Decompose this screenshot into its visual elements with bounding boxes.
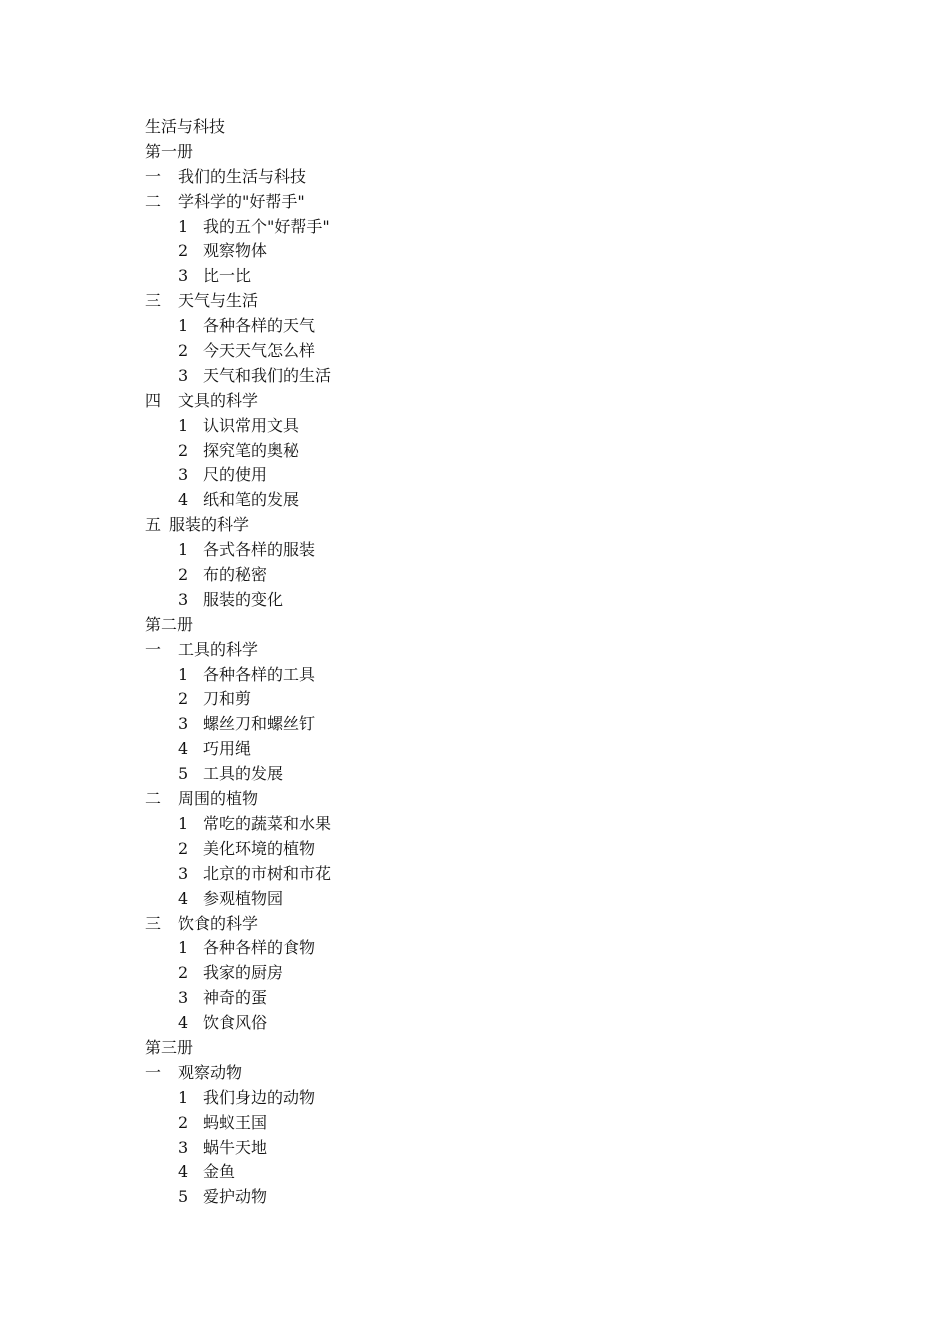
lesson-item [145, 414, 845, 439]
lesson-title: 各式各样的服装 [203, 540, 316, 560]
lesson-item [145, 1136, 845, 1161]
lesson-item [145, 488, 845, 513]
lesson-number: 2 [178, 440, 189, 460]
unit-title: 我们的生活与科技 [178, 166, 307, 186]
lesson-title: 认识常用文具 [203, 415, 300, 435]
lesson-number: 1 [178, 664, 189, 684]
lesson-item [145, 1011, 845, 1036]
volume-heading: 第一册 [145, 141, 194, 161]
lesson-number: 4 [178, 1013, 189, 1033]
lesson-item [145, 712, 845, 737]
lesson-item [145, 862, 845, 887]
lesson-number: 2 [178, 963, 189, 983]
lesson-item [145, 439, 845, 464]
lesson-number: 3 [178, 266, 189, 286]
lesson-number: 1 [178, 540, 189, 560]
lesson-title: 尺的使用 [203, 465, 268, 485]
lesson-number: 5 [178, 764, 189, 784]
lesson-item [145, 339, 845, 364]
lesson-title: 观察物体 [203, 241, 268, 261]
unit-heading [145, 912, 845, 937]
lesson-item [145, 239, 845, 264]
lesson-number: 2 [178, 838, 189, 858]
lesson-item [145, 687, 845, 712]
unit-heading [145, 389, 845, 414]
lesson-number: 4 [178, 888, 189, 908]
lesson-item [145, 463, 845, 488]
lesson-item [145, 812, 845, 837]
unit-title: 工具的科学 [178, 639, 259, 659]
lesson-number: 3 [178, 365, 189, 385]
lesson-number: 4 [178, 739, 189, 759]
lesson-number: 2 [178, 341, 189, 361]
unit-heading [145, 1061, 845, 1086]
unit-number: 三 [145, 913, 162, 933]
lesson-title: 美化环境的植物 [203, 838, 316, 858]
lesson-title: 我们身边的动物 [203, 1087, 316, 1107]
lesson-title: 金鱼 [203, 1162, 236, 1182]
lesson-title: 常吃的蔬菜和水果 [203, 813, 332, 833]
lesson-title: 纸和笔的发展 [203, 490, 300, 510]
unit-title: 文具的科学 [178, 390, 259, 410]
lesson-number: 1 [178, 813, 189, 833]
lesson-title: 参观植物园 [203, 888, 284, 908]
unit-title: 观察动物 [178, 1062, 243, 1082]
lesson-title: 工具的发展 [203, 764, 284, 784]
lesson-number: 1 [178, 216, 189, 236]
lesson-number: 1 [178, 1087, 189, 1107]
lesson-number: 2 [178, 689, 189, 709]
unit-heading [145, 165, 845, 190]
unit-number: 二 [145, 789, 162, 809]
unit-title: 天气与生活 [178, 291, 259, 311]
lesson-number: 3 [178, 1137, 189, 1157]
lesson-number: 2 [178, 1112, 189, 1132]
unit-title: 饮食的科学 [178, 913, 259, 933]
unit-number: 一 [145, 166, 162, 186]
lesson-item [145, 314, 845, 339]
lesson-title: 蚂蚁王国 [203, 1112, 268, 1132]
lesson-title: 我的五个"好帮手" [203, 216, 330, 236]
lesson-number: 2 [178, 241, 189, 261]
unit-heading [145, 638, 845, 663]
lesson-title: 爱护动物 [203, 1187, 268, 1207]
unit-heading [145, 787, 845, 812]
lesson-title: 我家的厨房 [203, 963, 284, 983]
lesson-number: 3 [178, 714, 189, 734]
lesson-item [145, 986, 845, 1011]
lesson-title: 服装的变化 [203, 589, 284, 609]
lesson-item [145, 215, 845, 240]
lesson-title: 刀和剪 [203, 689, 252, 709]
lesson-title: 比一比 [203, 266, 252, 286]
lesson-item [145, 737, 845, 762]
lesson-title: 探究笔的奥秘 [203, 440, 300, 460]
lesson-item [145, 588, 845, 613]
lesson-item [145, 1086, 845, 1111]
unit-heading [145, 190, 845, 215]
lesson-item [145, 264, 845, 289]
lesson-item [145, 1185, 845, 1210]
lesson-item [145, 936, 845, 961]
lesson-title: 今天天气怎么样 [203, 341, 316, 361]
lesson-number: 1 [178, 938, 189, 958]
lesson-item [145, 563, 845, 588]
lesson-item [145, 762, 845, 787]
lesson-title: 各种各样的食物 [203, 938, 316, 958]
lesson-item [145, 1111, 845, 1136]
unit-number: 三 [145, 291, 162, 311]
lesson-number: 4 [178, 490, 189, 510]
unit-title: 服装的科学 [169, 515, 250, 535]
lesson-title: 天气和我们的生活 [203, 365, 332, 385]
unit-heading [145, 289, 845, 314]
lesson-title: 蜗牛天地 [203, 1137, 268, 1157]
lesson-title: 神奇的蛋 [203, 988, 268, 1008]
lesson-item [145, 837, 845, 862]
lesson-number: 3 [178, 465, 189, 485]
lesson-item [145, 364, 845, 389]
lesson-title: 北京的市树和市花 [203, 863, 332, 883]
lesson-title: 各种各样的天气 [203, 316, 316, 336]
lesson-number: 3 [178, 988, 189, 1008]
unit-number: 一 [145, 639, 162, 659]
lesson-number: 1 [178, 415, 189, 435]
lesson-title: 饮食风俗 [203, 1013, 268, 1033]
volume-heading: 第三册 [145, 1037, 194, 1057]
lesson-title: 各种各样的工具 [203, 664, 316, 684]
unit-number: 五 [145, 515, 162, 535]
volume-heading: 第二册 [145, 614, 194, 634]
unit-number: 二 [145, 191, 162, 211]
document-body [145, 115, 845, 1210]
unit-number: 一 [145, 1062, 162, 1082]
lesson-item [145, 663, 845, 688]
lesson-item [145, 1160, 845, 1185]
lesson-number: 3 [178, 863, 189, 883]
unit-heading [145, 513, 845, 538]
lesson-item [145, 961, 845, 986]
lesson-number: 1 [178, 316, 189, 336]
lesson-item [145, 538, 845, 563]
lesson-number: 4 [178, 1162, 189, 1182]
lesson-title: 巧用绳 [203, 739, 252, 759]
lesson-number: 5 [178, 1187, 189, 1207]
lesson-title: 布的秘密 [203, 565, 268, 585]
unit-title: 学科学的"好帮手" [178, 191, 305, 211]
document-title: 生活与科技 [145, 117, 226, 136]
lesson-number: 2 [178, 565, 189, 585]
unit-title: 周围的植物 [178, 789, 259, 809]
lesson-number: 3 [178, 589, 189, 609]
lesson-item [145, 887, 845, 912]
lesson-title: 螺丝刀和螺丝钉 [203, 714, 316, 734]
unit-number: 四 [145, 390, 162, 410]
